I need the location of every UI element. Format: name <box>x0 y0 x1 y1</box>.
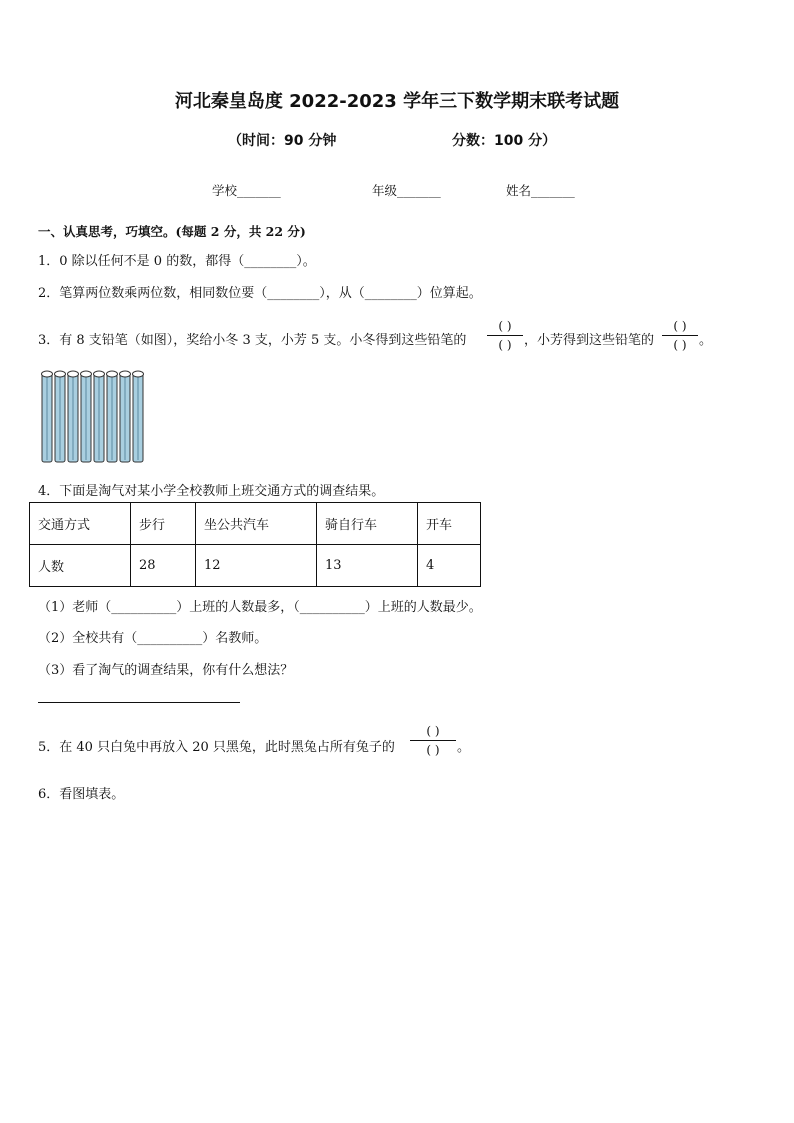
section-heading: 一、认真思考，巧填空。(每题 2 分，共 22 分) <box>38 224 306 239</box>
question-5-text: 5．在 40 只白兔中再放入 20 只黑兔，此时黑兔占所有兔子的 <box>38 740 395 755</box>
question-3-text-2: ，小芳得到这些铅笔的 <box>524 333 655 348</box>
question-1: 1．0 除以任何不是 0 的数，都得（________）。 <box>38 254 316 269</box>
pencil-icon <box>42 371 53 462</box>
fraction-bar <box>487 335 523 336</box>
name-field: 姓名_______ <box>506 183 575 198</box>
pencil-icon <box>68 371 79 462</box>
pencil-icon <box>81 371 92 462</box>
fraction-blank <box>410 723 456 758</box>
fraction-blank <box>662 318 698 353</box>
fraction-denominator: ( ) <box>673 338 687 352</box>
table-header-cell: 步行 <box>131 503 196 545</box>
table-row <box>30 503 481 545</box>
fraction-bar <box>410 740 456 741</box>
table-cell: 4 <box>418 545 481 587</box>
question-4-sub-1: （1）老师（__________）上班的人数最多，（__________）上班的人数最少。 <box>38 600 482 615</box>
pencil-icon <box>55 371 66 462</box>
fraction-numerator: ( ) <box>426 724 440 738</box>
table-cell: 人数 <box>30 545 131 587</box>
fraction-denominator: ( ) <box>498 338 512 352</box>
table-header-cell: 开车 <box>418 503 481 545</box>
table-cell: 12 <box>196 545 317 587</box>
score-label: 分数：100 分） <box>452 133 557 149</box>
pencils-figure <box>38 368 150 468</box>
fraction-bar <box>662 335 698 336</box>
pencil-icon <box>120 371 131 462</box>
pencil-icon <box>133 371 144 462</box>
question-6: 6．看图填表。 <box>38 787 125 802</box>
table-cell: 13 <box>317 545 418 587</box>
pencil-icon <box>94 371 105 462</box>
table-row <box>30 545 481 587</box>
school-field: 学校_______ <box>212 183 281 198</box>
table-header-cell: 骑自行车 <box>317 503 418 545</box>
survey-table <box>29 502 481 587</box>
table-header-cell: 交通方式 <box>30 503 131 545</box>
table-cell: 28 <box>131 545 196 587</box>
fraction-numerator: ( ) <box>673 319 687 333</box>
time-label: （时间：90 分钟 <box>228 133 337 149</box>
table-header-cell: 坐公共汽车 <box>196 503 317 545</box>
grade-field: 年级_______ <box>372 183 441 198</box>
question-3-text: 3．有 8 支铅笔（如图），奖给小冬 3 支，小芳 5 支。小冬得到这些铅笔的 <box>38 333 467 348</box>
fraction-blank <box>487 318 523 353</box>
question-4-sub-2: （2）全校共有（__________）名教师。 <box>38 631 268 646</box>
question-5-end: 。 <box>457 740 471 755</box>
answer-line <box>38 702 240 703</box>
question-3-end: 。 <box>699 333 713 348</box>
fraction-numerator: ( ) <box>498 319 512 333</box>
question-4-sub-3: （3）看了淘气的调查结果，你有什么想法？ <box>38 663 294 678</box>
pencil-icon <box>107 371 118 462</box>
page-title: 河北秦皇岛度 2022-2023 学年三下数学期末联考试题 <box>174 91 620 112</box>
question-2: 2．笔算两位数乘两位数，相同数位要（________），从（________）位算起。 <box>38 286 482 301</box>
fraction-denominator: ( ) <box>426 743 440 757</box>
question-4-intro: 4．下面是淘气对某小学全校教师上班交通方式的调查结果。 <box>38 484 385 499</box>
